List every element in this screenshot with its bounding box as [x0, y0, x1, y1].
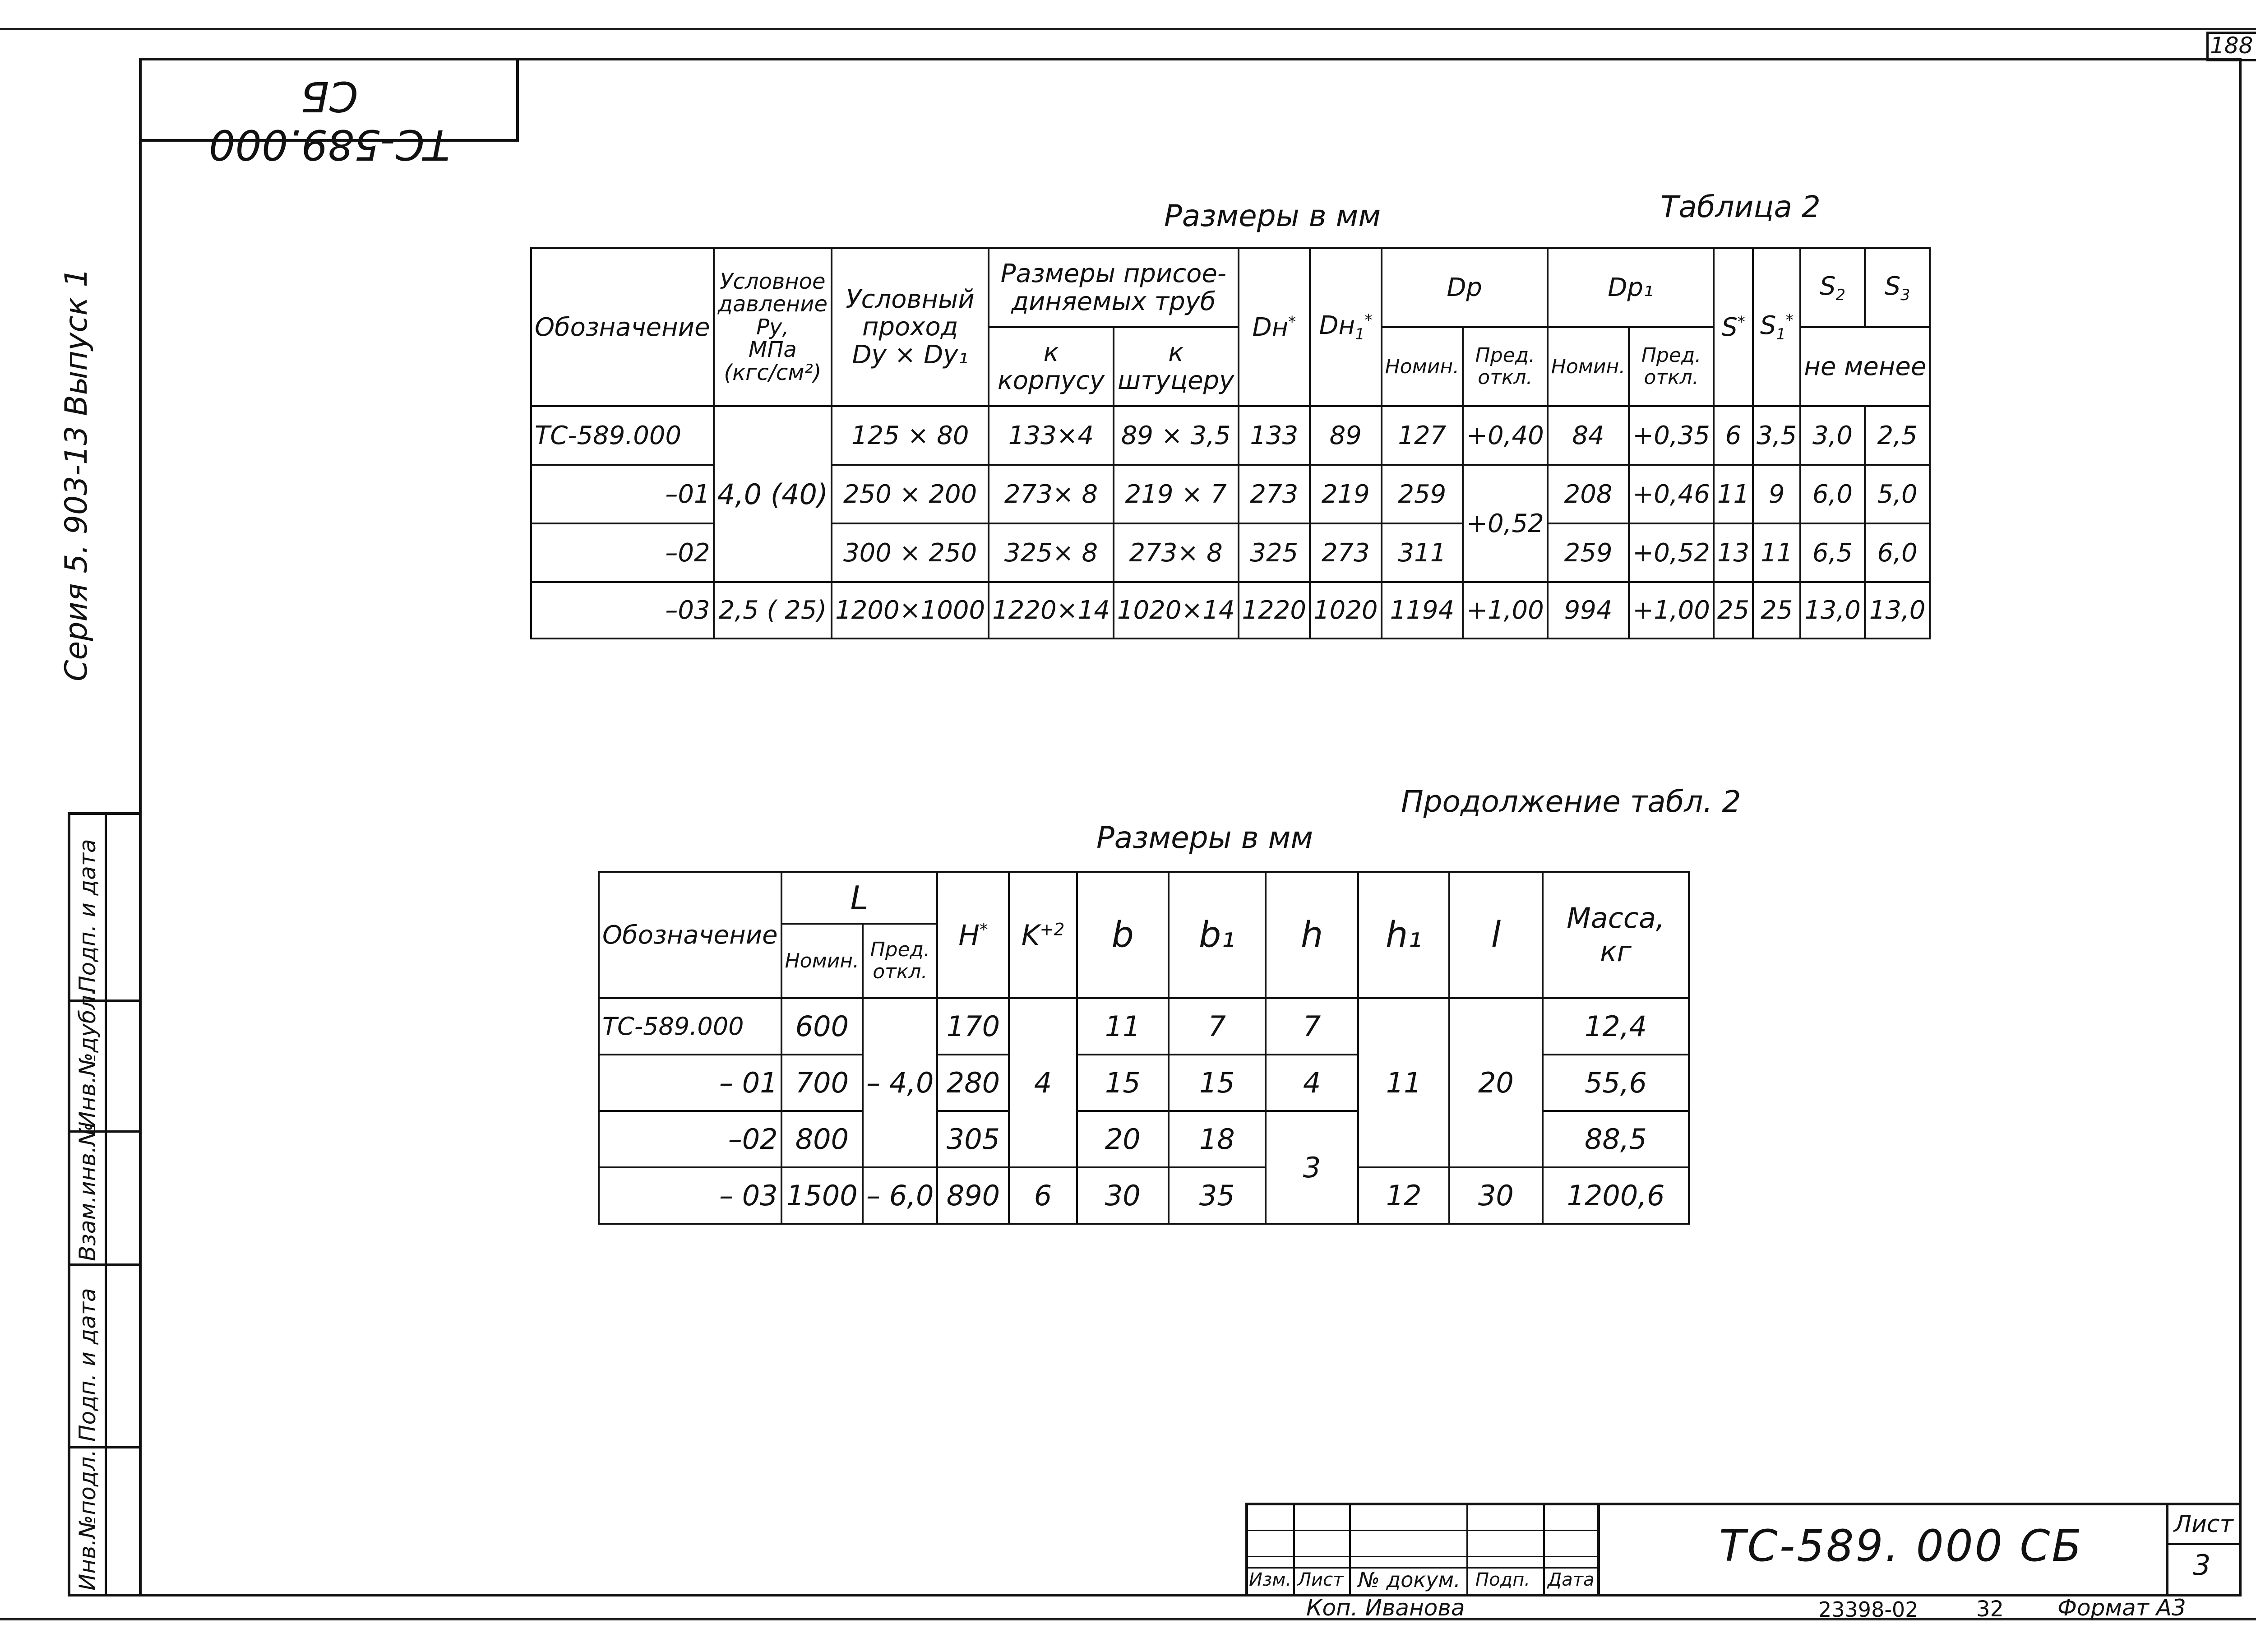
table-row: –01 250 × 200 273× 8 219 × 7 273 219 259 +0,52 208 +0,46 11 9 6,0 5,0 [531, 465, 1930, 523]
side-stamp-1: Подп. и дата [74, 839, 101, 993]
table-row: –03 2,5 ( 25) 1200×1000 1220×14 1020×14 1220 1020 1194 +1,00 994 +1,00 25 25 13,0 13,0 [531, 582, 1930, 639]
t1-h-bore: Условный проход Dу × Dу₁ [832, 248, 989, 406]
t2-h-b: b [1077, 872, 1169, 998]
t1-h-designation: Обозначение [531, 248, 714, 406]
rev-col-list: Лист [1298, 1569, 1344, 1590]
t2-h-L-dev: Пред. откл. [863, 924, 937, 998]
t1-h-pressure: Условное давление Ру, МПа (кгс/см²) [714, 248, 832, 406]
t1-h-s: S* [1714, 248, 1753, 406]
table1-units: Размеры в мм [1164, 199, 1381, 233]
t1-h-dp1: Dр₁ [1548, 248, 1714, 327]
t2-merged-h1: 11 [1358, 998, 1449, 1167]
order-number: 23398-02 [1818, 1597, 1919, 1622]
t1-h-dp-nom: Номин. [1382, 327, 1463, 406]
t1-h-dp-dev: Пред. откл. [1463, 327, 1548, 406]
rev-col-izm: Изм. [1249, 1569, 1292, 1590]
t2-merged-L-dev: – 4,0 [863, 998, 937, 1167]
t1-h-body: к корпусу [989, 327, 1114, 406]
title-sheet-label: Лист [2174, 1511, 2233, 1538]
t1-h-pipes: Размеры присое- диняемых труб [989, 248, 1238, 327]
side-stamp-4: Подп. и дата [74, 1288, 101, 1442]
t1-h-s1: $S_1^*$ [1753, 248, 1800, 406]
table1-caption: Таблица 2 [1660, 190, 1821, 224]
t2-merged-l: 20 [1449, 998, 1543, 1167]
table-row: ТС-589.000 600 – 4,0 170 4 11 7 7 11 20 12,4 [599, 998, 1689, 1055]
t2-h-L-nom: Номин. [781, 924, 863, 998]
code-stamp-text: ТС-589.000 СБ [208, 72, 450, 169]
t2-merged-h: 3 [1266, 1111, 1359, 1224]
copied-by: Коп. Иванова [1306, 1595, 1465, 1621]
t1-h-dp1-dev: Пред. откл. [1629, 327, 1714, 406]
t2-merged-K: 4 [1009, 998, 1077, 1167]
t2-h-mass: Масса, кг [1543, 872, 1689, 998]
side-stamp-5: Инв.№подл. [74, 1449, 101, 1591]
title-sheet-number: 3 [2193, 1549, 2211, 1582]
t2-h-H: H* [937, 872, 1009, 998]
t2-h-b1: b₁ [1169, 872, 1266, 998]
format-label: Формат А3 [2057, 1595, 2186, 1621]
title-doc-code: ТС-589. 000 СБ [1719, 1521, 2084, 1571]
side-stamp-3: Взам.инв.№ [74, 1122, 101, 1261]
table2-units: Размеры в мм [1096, 820, 1313, 855]
t1-h-fitting: к штуцеру [1114, 327, 1239, 406]
t2-h-designation: Обозначение [599, 872, 781, 998]
t2-h-l: l [1449, 872, 1543, 998]
t1-h-not-less: не менее [1800, 327, 1930, 406]
t2-h-h1: h₁ [1358, 872, 1449, 998]
order-sheet: 32 [1976, 1596, 2004, 1622]
table-row: ТС-589.000 4,0 (40) 125 × 80 133×4 89 × 3,5 133 89 127 +0,40 84 +0,35 6 3,5 3,0 2,5 [531, 406, 1930, 465]
t1-h-s3: $S_3$ [1865, 248, 1930, 327]
table-row: – 01 700 280 15 15 4 55,6 [599, 1055, 1689, 1111]
table-row: – 03 1500 – 6,0 890 6 30 35 12 30 1200,6 [599, 1167, 1689, 1224]
t1-h-dn: Dн* [1239, 248, 1310, 406]
rev-col-date: Дата [1548, 1569, 1595, 1590]
table2 [598, 871, 1690, 1225]
t1-h-dp1-nom: Номин. [1548, 327, 1629, 406]
t2-h-K: $K^{+2}$ [1009, 872, 1077, 998]
table-row: –02 800 305 20 18 3 88,5 [599, 1111, 1689, 1167]
side-stamp-2: Инв.№дубл. [74, 988, 101, 1128]
t2-h-h: h [1266, 872, 1359, 998]
rev-col-sign: Подп. [1475, 1569, 1530, 1590]
page-number: 188 [2210, 32, 2253, 59]
t1-h-dp: Dр [1382, 248, 1548, 327]
t1-h-s2: $S_2$ [1800, 248, 1865, 327]
table1 [530, 247, 1931, 639]
top-trim-line [0, 28, 2256, 30]
t1-merged-dp-dev: +0,52 [1463, 465, 1548, 582]
t1-merged-pressure: 4,0 (40) [714, 406, 832, 582]
table2-caption: Продолжение табл. 2 [1401, 784, 1741, 819]
t2-h-L: L [781, 872, 938, 924]
rev-col-doc: № докум. [1358, 1568, 1461, 1592]
table-row: –02 300 × 250 325× 8 273× 8 325 273 311 259 +0,52 13 11 6,5 6,0 [531, 523, 1930, 582]
t1-h-dn1: $Dн_1^*$ [1310, 248, 1382, 406]
series-label: Серия 5. 903-13 Выпуск 1 [59, 268, 94, 681]
